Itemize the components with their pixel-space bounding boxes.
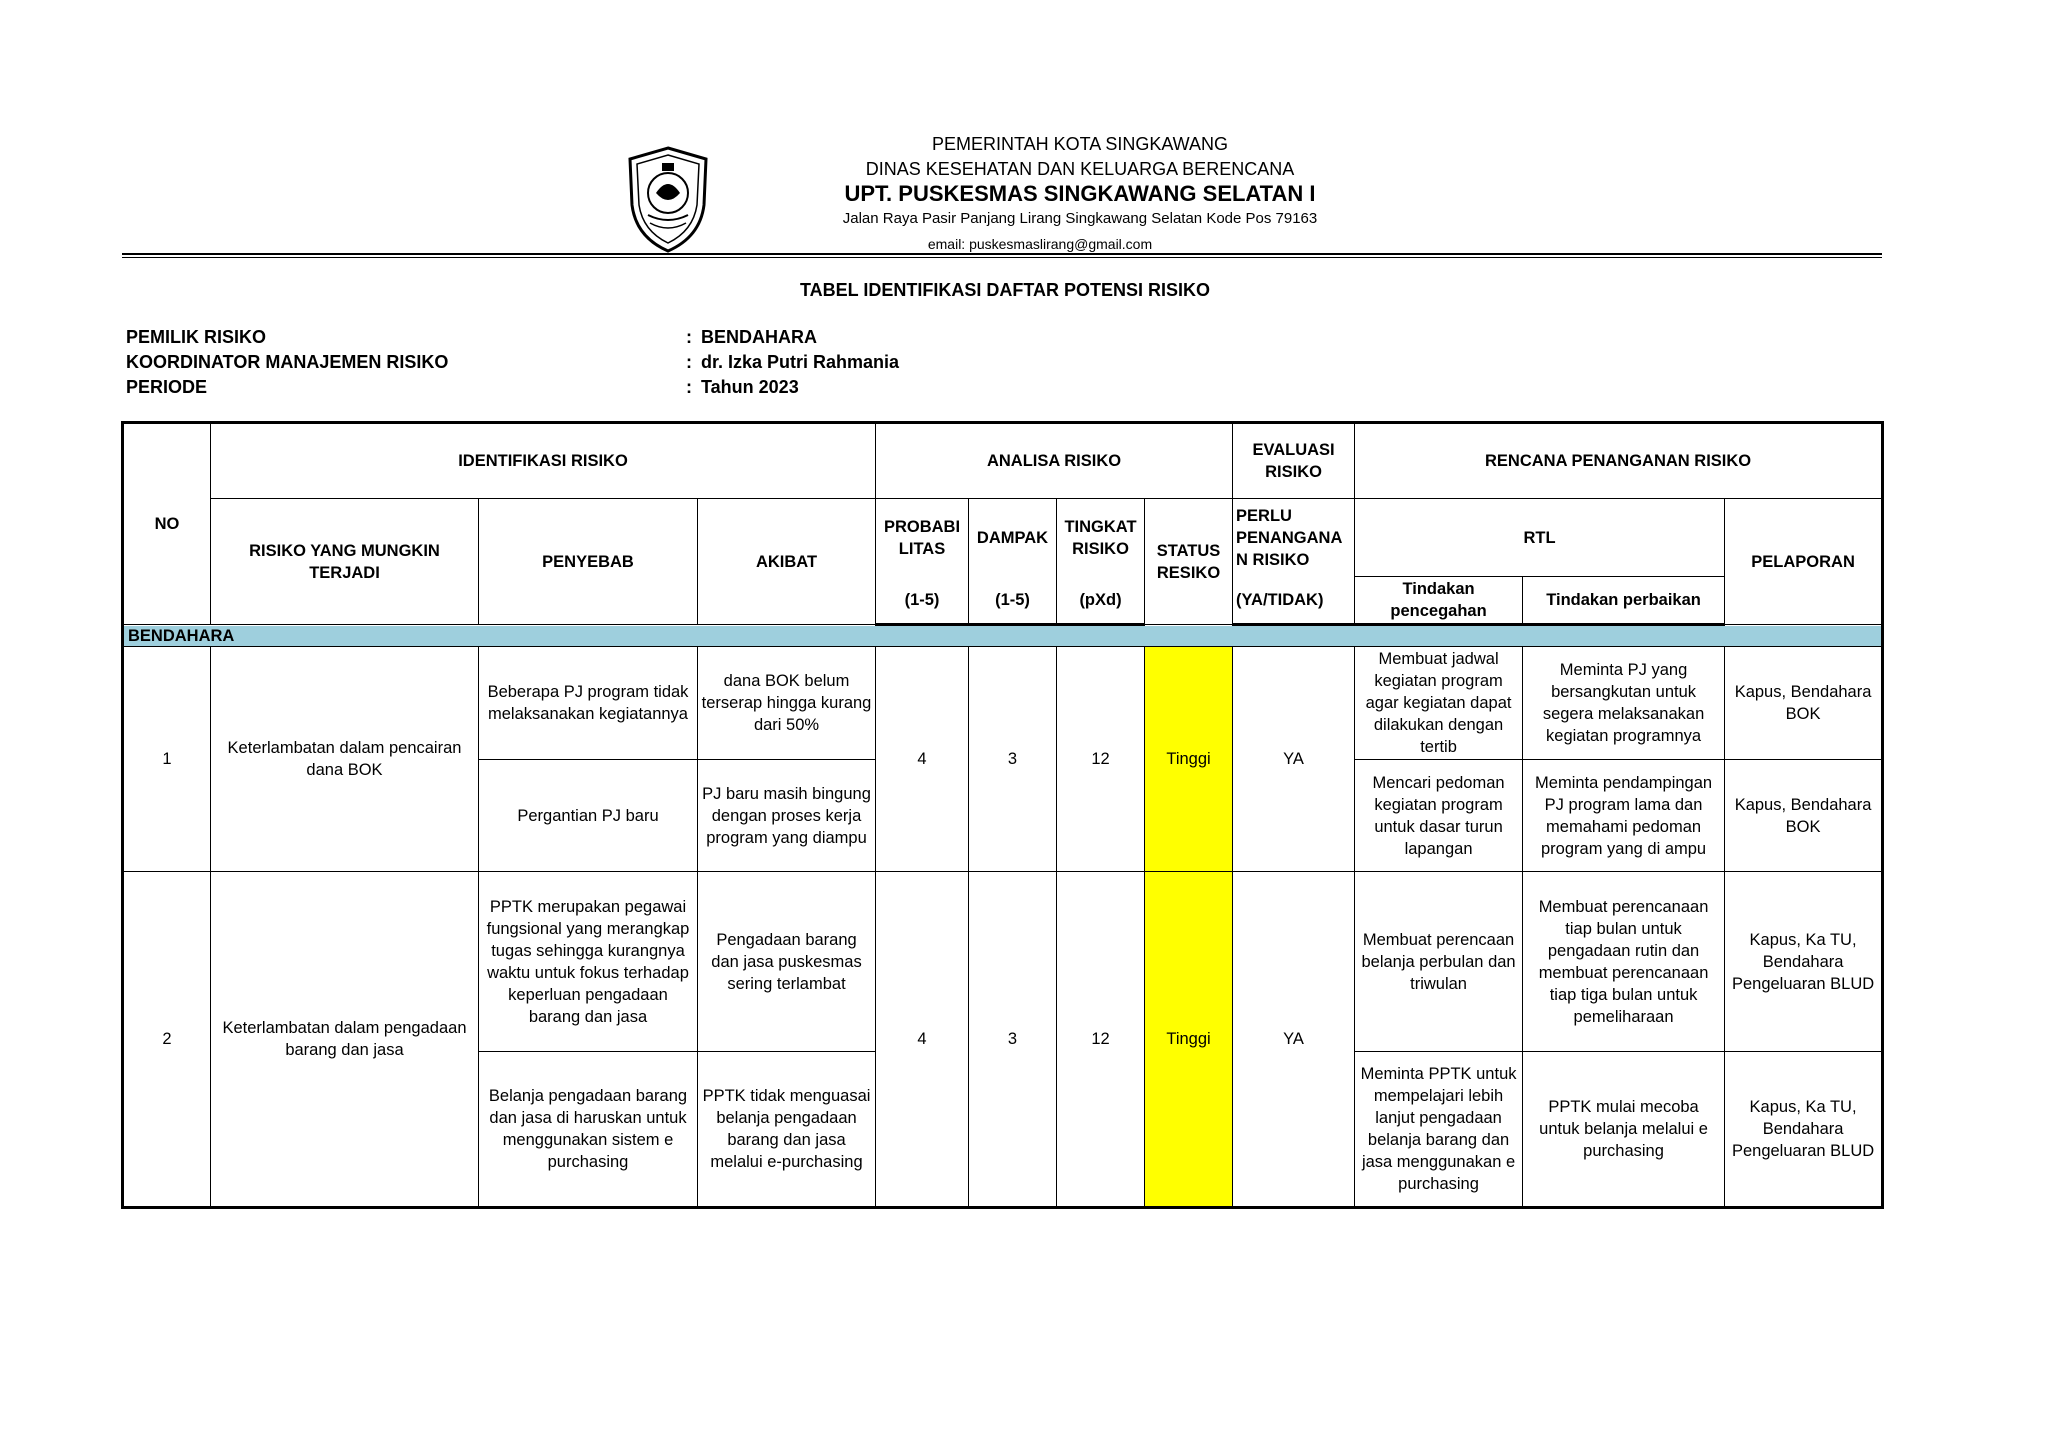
institution-name: UPT. PUSKESMAS SINGKAWANG SELATAN I xyxy=(844,181,1316,206)
effect-cell: dana BOK belum terserap hingga kurang dari 50% xyxy=(698,647,876,760)
header-pencegahan: Tindakan pencegahan xyxy=(1355,577,1523,625)
table-row xyxy=(123,872,1883,1052)
correction-cell: PPTK mulai mecoba untuk belanja melalui e purchasing xyxy=(1523,1052,1725,1208)
header-dampak: DAMPAK xyxy=(969,499,1057,577)
risk-level-cell: 12 xyxy=(1057,872,1145,1208)
government-name: PEMERINTAH KOTA SINGKAWANG xyxy=(931,134,1229,154)
header-akibat: AKIBAT xyxy=(698,499,876,625)
section-row xyxy=(123,625,1883,647)
info-label: PEMILIK RISIKO xyxy=(126,327,267,347)
correction-cell: Membuat perencanaan tiap bulan untuk pengadaan rutin dan membuat perencanaan tiap tiga bulan untuk pemeliharaan xyxy=(1523,872,1725,1052)
header-status: STATUS RESIKO xyxy=(1145,499,1233,625)
status-badge: Tinggi xyxy=(1145,647,1233,872)
header-identifikasi: IDENTIFIKASI RISIKO xyxy=(211,423,876,499)
prevention-cell: Mencari pedoman kegiatan program untuk dasar turun lapangan xyxy=(1355,760,1523,872)
header-rtl: RTL xyxy=(1355,499,1725,577)
cause-cell: Beberapa PJ program tidak melaksanakan kegiatannya xyxy=(479,647,698,760)
header-perbaikan: Tindakan perbaikan xyxy=(1523,577,1725,625)
correction-cell: Meminta pendampingan PJ program lama dan memahami pedoman program yang di ampu xyxy=(1523,760,1725,872)
info-value: BENDAHARA xyxy=(701,327,817,347)
cause-cell: PPTK merupakan pegawai fungsional yang merangkap tugas sehingga kurangnya waktu untuk fokus terhadap keperluan pengadaan barang dan jasa xyxy=(479,872,698,1052)
institution-address: Jalan Raya Pasir Panjang Lirang Singkawang Selatan Kode Pos 79163 xyxy=(842,210,1318,227)
header-pelaporan: PELAPORAN xyxy=(1725,499,1883,625)
risk-level-cell: 12 xyxy=(1057,647,1145,872)
prevention-cell: Membuat jadwal kegiatan program agar kegiatan dapat dilakukan dengan tertib xyxy=(1355,647,1523,760)
effect-cell: Pengadaan barang dan jasa puskesmas sering terlambat xyxy=(698,872,876,1052)
letterhead-divider xyxy=(122,253,1882,255)
city-emblem-logo xyxy=(626,145,710,255)
header-probabilitas: PROBABI LITAS xyxy=(876,499,969,577)
header-tingkat: TINGKAT RISIKO xyxy=(1057,499,1145,577)
reporting-cell: Kapus, Bendahara BOK xyxy=(1725,760,1883,872)
department-name: DINAS KESEHATAN DAN KELUARGA BERENCANA xyxy=(865,159,1295,179)
probability-cell: 4 xyxy=(876,872,969,1208)
table-row xyxy=(123,647,1883,760)
impact-cell: 3 xyxy=(969,647,1057,872)
letterhead-divider-thin xyxy=(122,257,1882,258)
info-value: dr. Izka Putri Rahmania xyxy=(701,352,900,372)
header-dampak-scale: (1-5) xyxy=(969,577,1057,625)
header-probabilitas-scale: (1-5) xyxy=(876,577,969,625)
info-label: KOORDINATOR MANAJEMEN RISIKO xyxy=(126,352,449,372)
info-label: PERIODE xyxy=(126,377,208,397)
effect-cell: PPTK tidak menguasai belanja pengadaan barang dan jasa melalui e-purchasing xyxy=(698,1052,876,1208)
status-badge: Tinggi xyxy=(1145,872,1233,1208)
header-perlu: PERLU PENANGANA N RISIKO xyxy=(1233,499,1355,577)
document-title: TABEL IDENTIFIKASI DAFTAR POTENSI RISIKO xyxy=(799,280,1210,300)
cause-cell: Pergantian PJ baru xyxy=(479,760,698,872)
section-label: BENDAHARA xyxy=(123,625,1883,647)
row-number: 2 xyxy=(123,872,211,1208)
prevention-cell: Meminta PPTK untuk mempelajari lebih lanjut pengadaan belanja barang dan jasa menggunakan e purchasing xyxy=(1355,1052,1523,1208)
reporting-cell: Kapus, Ka TU, Bendahara Pengeluaran BLUD xyxy=(1725,1052,1883,1208)
row-number: 1 xyxy=(123,647,211,872)
correction-cell: Meminta PJ yang bersangkutan untuk segera melaksanakan kegiatan programnya xyxy=(1523,647,1725,760)
header-rencana: RENCANA PENANGANAN RISIKO xyxy=(1355,423,1883,499)
impact-cell: 3 xyxy=(969,872,1057,1208)
needs-handling-cell: YA xyxy=(1233,872,1355,1208)
reporting-cell: Kapus, Bendahara BOK xyxy=(1725,647,1883,760)
info-value: Tahun 2023 xyxy=(701,377,799,397)
header-perlu-scale: (YA/TIDAK) xyxy=(1233,577,1355,625)
info-colon: : xyxy=(686,327,692,347)
info-colon: : xyxy=(686,352,692,372)
effect-cell: PJ baru masih bingung dengan proses kerja program yang diampu xyxy=(698,760,876,872)
risk-description: Keterlambatan dalam pencairan dana BOK xyxy=(211,647,479,872)
header-analisa: ANALISA RISIKO xyxy=(876,423,1233,499)
needs-handling-cell: YA xyxy=(1233,647,1355,872)
risk-table xyxy=(121,421,1884,1209)
header-row-group xyxy=(123,423,1883,499)
institution-email: email: puskesmaslirang@gmail.com xyxy=(927,236,1153,252)
prevention-cell: Membuat perencaan belanja perbulan dan triwulan xyxy=(1355,872,1523,1052)
header-evaluasi: EVALUASI RISIKO xyxy=(1233,423,1355,499)
header-no: NO xyxy=(123,423,211,625)
info-colon: : xyxy=(686,377,692,397)
header-tingkat-scale: (pXd) xyxy=(1057,577,1145,625)
risk-description: Keterlambatan dalam pengadaan barang dan jasa xyxy=(211,872,479,1208)
reporting-cell: Kapus, Ka TU, Bendahara Pengeluaran BLUD xyxy=(1725,872,1883,1052)
header-risiko: RISIKO YANG MUNGKIN TERJADI xyxy=(211,499,479,625)
header-penyebab: PENYEBAB xyxy=(479,499,698,625)
probability-cell: 4 xyxy=(876,647,969,872)
cause-cell: Belanja pengadaan barang dan jasa di haruskan untuk menggunakan sistem e purchasing xyxy=(479,1052,698,1208)
header-row-columns xyxy=(123,499,1883,577)
